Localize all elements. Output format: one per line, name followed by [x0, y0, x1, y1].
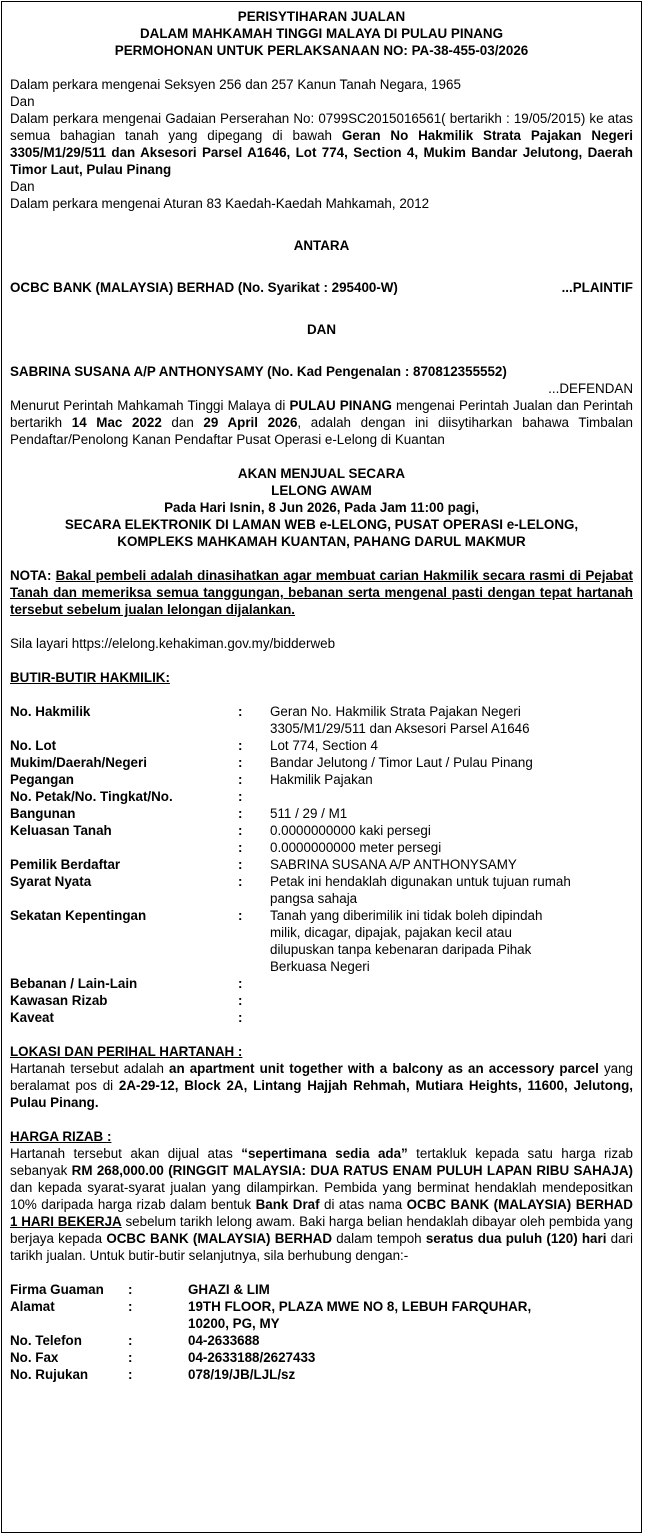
bank-name: OCBC BANK (MALAYSIA) BERHAD: [406, 1197, 633, 1212]
title-detail-value: Geran No. Hakmilik Strata Pajakan Negeri: [270, 704, 521, 719]
auction-line: AKAN MENJUAL SECARA: [237, 466, 406, 481]
title-section-heading: BUTIR-BUTIR HAKMILIK:: [10, 670, 170, 685]
title-detail-separator: [238, 924, 270, 941]
order-text: Menurut Perintah Mahkamah Tinggi Malaya di: [10, 398, 290, 413]
bank-draft: Bank Draf: [255, 1197, 320, 1212]
reserve-heading: HARGA RIZAB :: [10, 1129, 112, 1144]
property-type: an apartment unit together with a balcony as an accessory parcel: [169, 1061, 599, 1076]
application-number: PERMOHONAN UNTUK PERLAKSANAAN NO: PA-38-455-03/2026: [114, 43, 529, 58]
contact-label: [10, 1315, 128, 1332]
title-detail-label: [10, 890, 238, 907]
auction-line: LELONG AWAM: [271, 483, 372, 498]
bank-name: OCBC BANK (MALAYSIA) BERHAD: [106, 1231, 332, 1246]
title-detail-separator: :: [238, 789, 243, 804]
reserve-text: Hartanah tersebut akan dijual atas: [10, 1146, 242, 1161]
title-detail-value: 0.0000000000 kaki persegi: [270, 823, 431, 838]
title-detail-separator: [238, 890, 270, 907]
title-detail-label: Mukim/Daerah/Negeri: [10, 755, 147, 770]
title-detail-value: Lot 774, Section 4: [270, 738, 378, 753]
plaintiff-row: [10, 279, 633, 296]
matter-charge-text: Dalam perkara mengenai Gadaian Perserahan No: 0799SC2015016561( bertarikh : 19/05/2015) ke atas semua bahagian tanah yang dipegang di bawah: [10, 111, 633, 143]
auction-date: Pada Hari Isnin, 8 Jun 2026, Pada Jam 11:00 pagi,: [164, 500, 479, 515]
location-heading: LOKASI DAN PERIHAL HARTANAH :: [10, 1044, 243, 1059]
title-detail-label: Pegangan: [10, 772, 74, 787]
reserve-text: di atas nama: [319, 1197, 407, 1212]
title-detail-value: [270, 1009, 633, 1026]
contact-label: Alamat: [10, 1299, 55, 1314]
title-detail-label: Kawasan Rizab: [10, 993, 108, 1008]
contact-separator: :: [128, 1367, 133, 1382]
reserve-text: tertakluk kepada satu harga rizab sebanyak: [10, 1146, 633, 1178]
title-detail-separator: :: [238, 993, 243, 1008]
website-line: Sila layari https://elelong.kehakiman.gov.my/bidderweb: [10, 636, 336, 651]
title-detail-value: 511 / 29 / M1: [270, 806, 348, 821]
contact-value: 04-2633688: [188, 1333, 260, 1348]
title-detail-separator: :: [238, 704, 243, 719]
title-detail-label: Kaveat: [10, 1010, 54, 1025]
title-detail-value: [270, 992, 633, 1009]
title-detail-label: No. Hakmilik: [10, 704, 91, 719]
title-detail-separator: :: [238, 772, 243, 787]
notice-title: PERISYTIHARAN JUALAN: [237, 9, 406, 24]
matter-land-code: Dalam perkara mengenai Seksyen 256 dan 257 Kanun Tanah Negara, 1965: [10, 77, 461, 92]
contact-separator: [128, 1315, 188, 1332]
contact-separator: :: [128, 1282, 133, 1297]
reserve-paragraph: [10, 1145, 633, 1264]
plaintiff-role: ...PLAINTIF: [561, 280, 633, 295]
nota-label: NOTA:: [10, 568, 52, 583]
title-detail-separator: :: [238, 840, 243, 855]
contact-label: No. Telefon: [10, 1333, 82, 1348]
contact-separator: :: [128, 1350, 133, 1365]
reserve-price: RM 268,000.00 (RINGGIT MALAYSIA: DUA RATUS ENAM PULUH LAPAN RIBU SAHAJA): [71, 1163, 633, 1178]
location-text: Hartanah tersebut adalah: [10, 1061, 169, 1076]
court-name: DALAM MAHKAMAH TINGGI MALAYA DI PULAU PINANG: [139, 26, 504, 41]
title-detail-value: Berkuasa Negeri: [270, 959, 370, 974]
between-label: ANTARA: [293, 238, 350, 253]
and-connector: Dan: [10, 94, 35, 109]
reserve-text: dalam tempoh: [332, 1231, 426, 1246]
nota-paragraph: [10, 567, 633, 618]
as-is-phrase: “sepertimana sedia ada”: [241, 1146, 408, 1161]
auction-venue: SECARA ELEKTRONIK DI LAMAN WEB e-LELONG, PUSAT OPERASI e-LELONG,: [64, 517, 579, 532]
title-detail-label: No. Lot: [10, 738, 57, 753]
contact-value: 19TH FLOOR, PLAZA MWE NO 8, LEBUH FARQUHAR,: [188, 1299, 532, 1314]
payment-period: seratus dua puluh (120) hari: [425, 1231, 607, 1246]
order-paragraph: [10, 397, 633, 448]
title-detail-separator: :: [238, 857, 243, 872]
location-text: yang beralamat pos di: [10, 1061, 633, 1093]
title-detail-separator: [238, 958, 270, 975]
deposit-deadline: 1 HARI BEKERJA: [10, 1214, 122, 1229]
contact-value: 10200, PG, MY: [188, 1316, 280, 1331]
title-detail-value: Bandar Jelutong / Timor Laut / Pulau Pinang: [270, 755, 533, 770]
defendant-role: ...DEFENDAN: [548, 381, 633, 396]
title-detail-label: Syarat Nyata: [10, 874, 92, 889]
reserve-text: dan kepada syarat-syarat jualan yang dilampirkan. Pembida yang berminat hendaklah mendepositkan 10% daripada harga rizab dalam bentuk: [10, 1180, 633, 1212]
title-detail-separator: :: [238, 1010, 243, 1025]
title-detail-label: [10, 941, 238, 958]
title-detail-label: Pemilik Berdaftar: [10, 857, 121, 872]
contact-value: 04-2633188/2627433: [188, 1350, 316, 1365]
title-detail-separator: :: [238, 976, 243, 991]
contact-separator: :: [128, 1299, 133, 1314]
order-text: , adalah dengan ini diisytiharkan bahawa Timbalan Pendaftar/Penolong Kanan Pendaftar Pusat Operasi e-Lelong di Kuantan: [10, 415, 633, 447]
title-detail-label: Sekatan Kepentingan: [10, 908, 147, 923]
title-detail-separator: :: [238, 755, 243, 770]
plaintiff-name: OCBC BANK (MALAYSIA) BERHAD (No. Syarikat : 295400-W): [10, 280, 398, 295]
title-detail-label: Bangunan: [10, 806, 76, 821]
matter-charge-title: Geran No Hakmilik Strata Pajakan Negeri 3305/M1/29/511 dan Aksesori Parsel A1646, Lot 774, Section 4, Mukim Bandar Jelutong, Daerah Timor Laut, Pulau Pinang: [10, 128, 634, 177]
title-detail-label: [10, 839, 238, 856]
contact-label: No. Rujukan: [10, 1367, 89, 1382]
contact-label: No. Fax: [10, 1350, 59, 1365]
location-paragraph: [10, 1060, 633, 1111]
title-details-table: [10, 703, 633, 1026]
title-detail-value: Tanah yang diberimilik ini tidak boleh dipindah: [270, 908, 543, 923]
title-detail-label: [10, 958, 238, 975]
title-detail-value: pangsa sahaja: [270, 891, 358, 906]
contact-value: 078/19/JB/LJL/sz: [188, 1367, 296, 1382]
title-detail-label: [10, 720, 238, 737]
property-address: 2A-29-12, Block 2A, Lintang Hajjah Rehmah, Mutiara Heights, 11600, Jelutong, Pulau Pinang.: [10, 1078, 633, 1110]
defendant-name: SABRINA SUSANA A/P ANTHONYSAMY (No. Kad Pengenalan : 870812355552): [10, 364, 507, 379]
title-detail-separator: :: [238, 823, 243, 838]
order-court-location: PULAU PINANG: [289, 398, 392, 413]
title-detail-value: milik, dicagar, dipajak, pajakan kecil atau: [270, 925, 512, 940]
sale-notice: [1, 1, 642, 1533]
order-text: mengenai Perintah Jualan dan Perintah bertarikh: [10, 398, 633, 430]
contact-separator: :: [128, 1333, 133, 1348]
reserve-text: sebelum tarikh lelong awam. Baki harga belian hendaklah dibayar oleh pembida yang berjaya kepada: [10, 1214, 633, 1246]
title-detail-value: SABRINA SUSANA A/P ANTHONYSAMY: [270, 857, 517, 872]
title-detail-value: [270, 788, 633, 805]
reserve-text: dari tarikh jualan. Untuk butir-butir selanjutnya, sila berhubung dengan:-: [10, 1231, 633, 1263]
title-detail-label: [10, 924, 238, 941]
contact-table: [10, 1281, 633, 1383]
contact-label: Firma Guaman: [10, 1282, 104, 1297]
title-detail-separator: :: [238, 738, 243, 753]
title-detail-value: Petak ini hendaklah digunakan untuk tujuan rumah: [270, 874, 571, 889]
title-detail-separator: :: [238, 874, 243, 889]
title-detail-separator: [238, 941, 270, 958]
auction-venue: KOMPLEKS MAHKAMAH KUANTAN, PAHANG DARUL MAKMUR: [117, 534, 526, 549]
order-text: dan: [161, 415, 204, 430]
matter-court-rules: Dalam perkara mengenai Aturan 83 Kaedah-Kaedah Mahkamah, 2012: [10, 196, 430, 211]
and-label: DAN: [306, 322, 336, 337]
title-detail-separator: [238, 720, 270, 737]
contact-value: GHAZI & LIM: [188, 1282, 270, 1297]
title-detail-label: Bebanan / Lain-Lain: [10, 976, 138, 991]
and-connector: Dan: [10, 179, 35, 194]
title-detail-label: No. Petak/No. Tingkat/No.: [10, 789, 173, 804]
title-detail-separator: :: [238, 806, 243, 821]
order-date: 14 Mac 2022: [71, 415, 162, 430]
order-date: 29 April 2026: [203, 415, 298, 430]
title-detail-value: [270, 975, 633, 992]
title-detail-value: Hakmilik Pajakan: [270, 772, 373, 787]
matter-charge: [10, 110, 633, 178]
title-detail-value: 0.0000000000 meter persegi: [270, 840, 442, 855]
title-detail-label: Keluasan Tanah: [10, 823, 112, 838]
nota-text: Bakal pembeli adalah dinasihatkan agar membuat carian Hakmilik secara rasmi di Pejabat Tanah dan memeriksa semua tanggungan, bebanan serta mengenal pasti dengan tepat hartanah tersebut sebelum jualan lelongan dijalankan.: [10, 568, 633, 617]
title-detail-value: dilupuskan tanpa kebenaran daripada Pihak: [270, 942, 532, 957]
title-detail-separator: :: [238, 908, 243, 923]
title-detail-value: 3305/M1/29/511 dan Aksesori Parsel A1646: [270, 721, 530, 736]
